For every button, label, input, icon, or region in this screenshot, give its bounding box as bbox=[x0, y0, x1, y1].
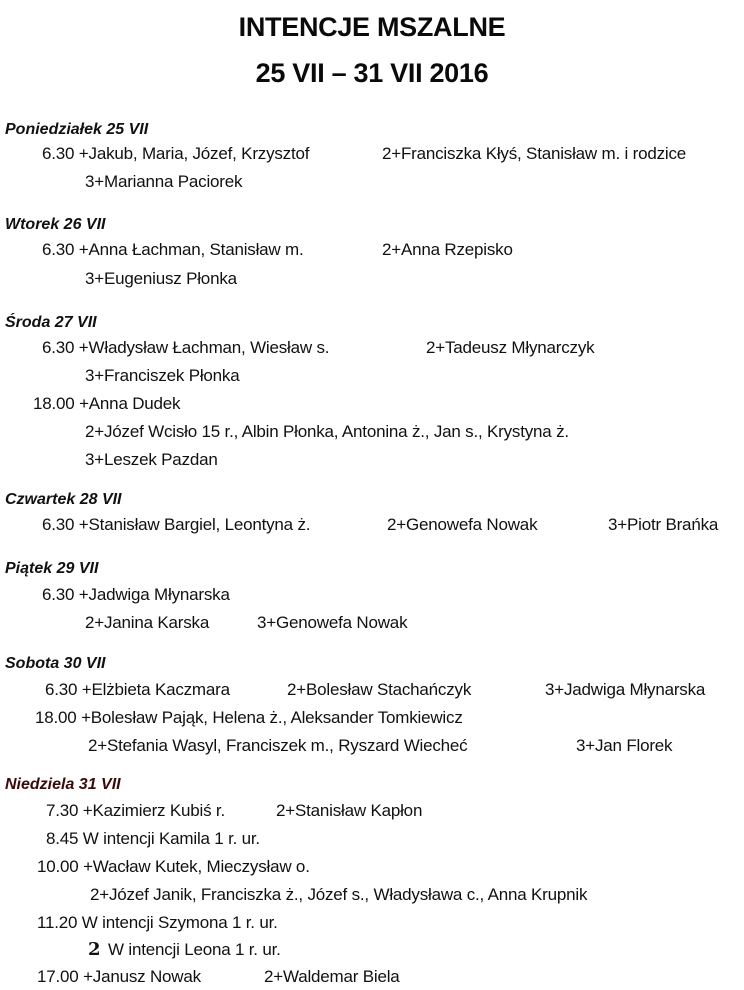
day-heading-friday: Piątek 29 VII bbox=[5, 560, 99, 577]
intention-entry: 6.30 +Elżbieta Kaczmara bbox=[45, 680, 230, 699]
day-heading-thursday: Czwartek 28 VII bbox=[5, 491, 122, 508]
intention-entry: 10.00 +Wacław Kutek, Mieczysław o. bbox=[37, 857, 310, 876]
day-heading-tuesday: Wtorek 26 VII bbox=[5, 216, 106, 233]
intention-entry: 3+Genowefa Nowak bbox=[257, 613, 408, 632]
intention-entry: 3+Jadwiga Młynarska bbox=[545, 680, 706, 699]
intention-entry: 2+Józef Janik, Franciszka ż., Józef s., Władysława c., Anna Krupnik bbox=[90, 885, 588, 904]
intention-entry: 2+Genowefa Nowak bbox=[387, 515, 538, 534]
intention-entry: 3+Marianna Paciorek bbox=[85, 172, 243, 191]
intention-entry: 2+Waldemar Biela bbox=[264, 967, 400, 986]
intention-entry: 3+Jan Florek bbox=[576, 736, 673, 755]
intention-entry: 11.20 W intencji Szymona 1 r. ur. bbox=[37, 913, 278, 932]
intention-entry: 2+Stefania Wasyl, Franciszek m., Ryszard Wiecheć bbox=[88, 736, 468, 755]
page-title: INTENCJE MSZALNE bbox=[238, 12, 506, 42]
intention-entry: 2+Tadeusz Młynarczyk bbox=[426, 338, 595, 357]
handwritten-number: 2 bbox=[88, 939, 101, 960]
intention-entry: 6.30 +Jakub, Maria, Józef, Krzysztof bbox=[42, 144, 310, 163]
intention-entry: 2+Anna Rzepisko bbox=[382, 240, 513, 259]
intention-entry: 8.45 W intencji Kamila 1 r. ur. bbox=[46, 829, 260, 848]
intention-entry: 2+Bolesław Stachańczyk bbox=[287, 680, 472, 699]
day-heading-sunday: Niedziela 31 VII bbox=[5, 776, 121, 793]
day-heading-monday: Poniedziałek 25 VII bbox=[5, 121, 149, 138]
intention-entry: 6.30 +Anna Łachman, Stanisław m. bbox=[42, 240, 304, 259]
intention-entry: 18.00 +Bolesław Pająk, Helena ż., Aleksander Tomkiewicz bbox=[35, 708, 463, 727]
intention-entry: 3+Leszek Pazdan bbox=[85, 450, 218, 469]
intention-entry: 18.00 +Anna Dudek bbox=[33, 394, 181, 413]
intention-entry: 2+Stanisław Kapłon bbox=[276, 801, 423, 820]
intention-entry: 17.00 +Janusz Nowak bbox=[37, 967, 201, 986]
intention-entry: 2+Franciszka Kłyś, Stanisław m. i rodzice bbox=[382, 144, 687, 163]
intention-entry: 6.30 +Władysław Łachman, Wiesław s. bbox=[42, 338, 330, 357]
intention-entry: 2+Janina Karska bbox=[85, 613, 210, 632]
intention-entry: 2+Józef Wcisło 15 r., Albin Płonka, Antonina ż., Jan s., Krystyna ż. bbox=[85, 422, 569, 441]
intention-entry: 6.30 +Jadwiga Młynarska bbox=[42, 585, 230, 604]
intention-entry: 3+Piotr Brańka bbox=[608, 515, 719, 534]
intention-entry: 3+Eugeniusz Płonka bbox=[85, 269, 237, 288]
intention-entry: 3+Franciszek Płonka bbox=[85, 366, 240, 385]
day-heading-wednesday: Środa 27 VII bbox=[5, 314, 97, 331]
date-range: 25 VII – 31 VII 2016 bbox=[255, 58, 489, 88]
intention-entry: 7.30 +Kazimierz Kubiś r. bbox=[46, 801, 225, 820]
intention-entry: W intencji Leona 1 r. ur. bbox=[108, 940, 281, 959]
day-heading-saturday: Sobota 30 VII bbox=[5, 655, 106, 672]
intention-entry: 6.30 +Stanisław Bargiel, Leontyna ż. bbox=[42, 515, 311, 534]
